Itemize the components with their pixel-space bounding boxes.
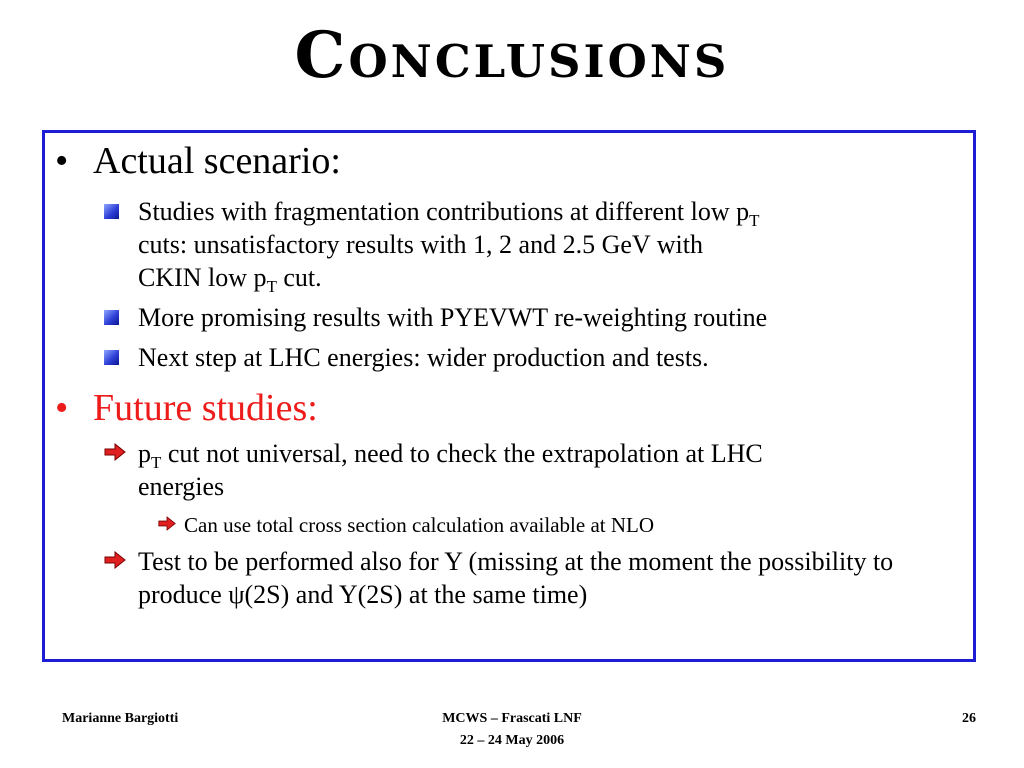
bullet-future-studies [55,387,318,429]
item-next-step-text: Next step at LHC energies: wider production and tests. [138,343,709,372]
footer-event-line2: 22 – 24 May 2006 [459,733,565,748]
footer-event-line1: MCWS – Frascati LNF [442,711,582,726]
item-pt-cut-line2: energies [138,472,225,501]
subscript-t: T [749,210,760,230]
item-pt-cut-line1: cut not universal, need to check the extrapolation at LHC [161,439,763,468]
list-item-next-step [104,341,974,374]
list-item-pt-cut [104,437,974,503]
subscript-t: T [266,276,277,296]
footer-author: Marianne Bargiotti [62,711,179,726]
blue-square-bullet-icon [104,350,119,365]
footer-event [360,708,664,752]
round-bullet-icon: • [55,140,69,182]
red-arrow-bullet-icon [104,551,126,569]
item-pt-p: p [138,439,151,468]
list-item-pyevwt [104,301,974,334]
round-bullet-icon: • [55,387,69,429]
heading-future-studies: Future studies: [93,387,318,429]
list-item-studies [104,195,974,294]
heading-actual-scenario: Actual scenario: [93,140,341,182]
subscript-t: T [151,452,162,472]
item-test-y-text: Test to be performed also for Y (missing at the moment the possibility to produce ψ(2S) and Y(2S) at the same time) [138,547,894,609]
red-arrow-bullet-icon [104,443,126,461]
list-item-cross-section [158,512,958,538]
red-arrow-bullet-icon [158,516,176,531]
bullet-actual-scenario [55,140,341,182]
item-pyevwt-text: More promising results with PYEVWT re-weighting routine [138,303,768,332]
item-studies-line3b: cut. [276,263,322,292]
blue-square-bullet-icon [104,310,119,325]
footer-page-number: 26 [962,711,976,726]
item-studies-line3a: CKIN low p [138,263,267,292]
item-studies-line1: Studies with fragmentation contributions at different low p [138,197,750,226]
slide-title: Conclusions [294,18,730,93]
item-cross-section-text: Can use total cross section calculation available at NLO [184,513,655,537]
item-studies-line2: cuts: unsatisfactory results with 1, 2 and 2.5 GeV with [138,230,703,259]
blue-square-bullet-icon [104,204,119,219]
list-item-test-y [104,545,974,611]
